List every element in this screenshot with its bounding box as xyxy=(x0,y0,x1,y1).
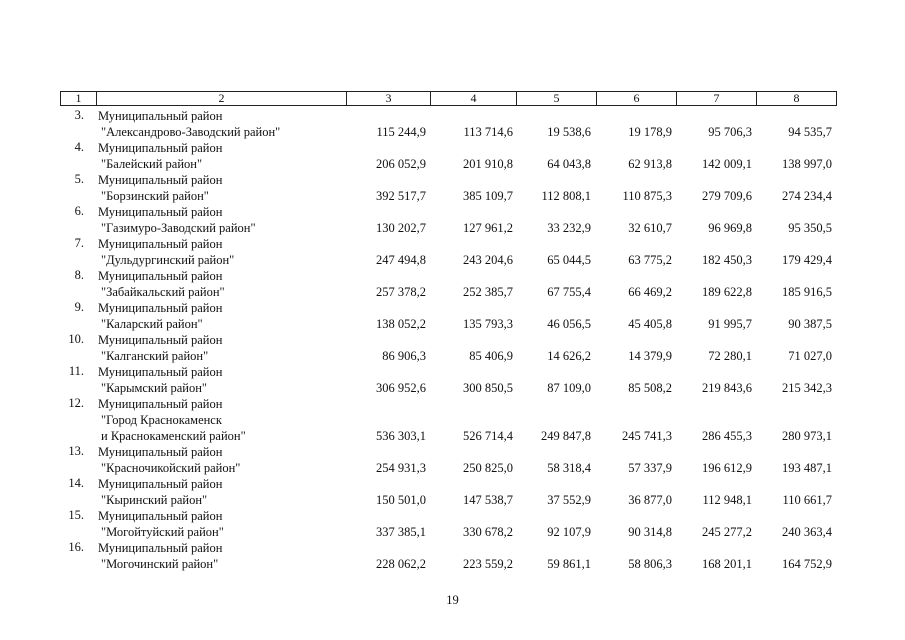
district-name-line: Муниципальный район xyxy=(98,269,223,283)
row-number: 10. xyxy=(68,332,84,346)
value-cell-col-3: 254 931,3 xyxy=(376,461,426,475)
table-row xyxy=(0,540,905,572)
value-cell-col-7: 96 969,8 xyxy=(708,221,752,235)
district-name xyxy=(98,300,222,332)
table-row xyxy=(0,300,905,332)
value-cell-col-3: 86 906,3 xyxy=(382,349,426,363)
value-cell-col-7: 196 612,9 xyxy=(702,461,752,475)
value-cell-col-6: 19 178,9 xyxy=(628,125,672,139)
value-cell-col-6: 66 469,2 xyxy=(628,285,672,299)
district-name xyxy=(98,140,222,172)
value-cell-col-3: 306 952,6 xyxy=(376,381,426,395)
district-name-line: Муниципальный район xyxy=(98,509,223,523)
table-row xyxy=(0,268,905,300)
value-cell-col-8: 164 752,9 xyxy=(782,557,832,571)
value-cell-col-8: 90 387,5 xyxy=(788,317,832,331)
value-cell-col-5: 58 318,4 xyxy=(547,461,591,475)
table-row xyxy=(0,332,905,364)
district-name xyxy=(98,444,240,476)
table-row xyxy=(0,476,905,508)
header-cell-7: 7 xyxy=(677,92,757,105)
district-name xyxy=(98,396,246,444)
value-cell-col-4: 243 204,6 xyxy=(463,253,513,267)
value-cell-col-8: 138 997,0 xyxy=(782,157,832,171)
value-cell-col-6: 57 337,9 xyxy=(628,461,672,475)
header-cell-6: 6 xyxy=(597,92,677,105)
value-cell-col-4: 385 109,7 xyxy=(463,189,513,203)
value-cell-col-8: 280 973,1 xyxy=(782,429,832,443)
value-cell-col-4: 135 793,3 xyxy=(463,317,513,331)
value-cell-col-4: 223 559,2 xyxy=(463,557,513,571)
value-cell-col-5: 87 109,0 xyxy=(547,381,591,395)
value-cell-col-8: 71 027,0 xyxy=(788,349,832,363)
district-name xyxy=(98,540,222,572)
table-row xyxy=(0,204,905,236)
value-cell-col-7: 286 455,3 xyxy=(702,429,752,443)
value-cell-col-8: 95 350,5 xyxy=(788,221,832,235)
value-cell-col-6: 90 314,8 xyxy=(628,525,672,539)
value-cell-col-8: 110 661,7 xyxy=(782,493,832,507)
value-cell-col-6: 45 405,8 xyxy=(628,317,672,331)
value-cell-col-6: 36 877,0 xyxy=(628,493,672,507)
value-cell-col-7: 189 622,8 xyxy=(702,285,752,299)
district-name xyxy=(98,108,280,140)
value-cell-col-4: 250 825,0 xyxy=(463,461,513,475)
value-cell-col-7: 279 709,6 xyxy=(702,189,752,203)
value-cell-col-8: 179 429,4 xyxy=(782,253,832,267)
table-row xyxy=(0,236,905,268)
row-number: 5. xyxy=(74,172,84,186)
district-name xyxy=(98,332,222,364)
row-number: 14. xyxy=(68,476,84,490)
value-cell-col-6: 62 913,8 xyxy=(628,157,672,171)
value-cell-col-4: 201 910,8 xyxy=(463,157,513,171)
district-name-line: и Краснокаменский район" xyxy=(101,429,246,443)
table-row xyxy=(0,364,905,396)
district-name-line: Муниципальный район xyxy=(98,445,223,459)
district-name-line: "Красночикойский район" xyxy=(101,461,241,475)
value-cell-col-5: 249 847,8 xyxy=(541,429,591,443)
value-cell-col-5: 67 755,4 xyxy=(547,285,591,299)
district-name-line: "Могочинский район" xyxy=(101,557,219,571)
value-cell-col-4: 147 538,7 xyxy=(463,493,513,507)
district-name xyxy=(98,476,222,508)
value-cell-col-7: 168 201,1 xyxy=(702,557,752,571)
value-cell-col-7: 72 280,1 xyxy=(708,349,752,363)
district-name-line: Муниципальный район xyxy=(98,237,223,251)
district-name-line: "Город Краснокаменск xyxy=(101,413,222,427)
value-cell-col-5: 92 107,9 xyxy=(547,525,591,539)
district-name-line: Муниципальный район xyxy=(98,301,223,315)
page-number: 19 xyxy=(446,593,459,607)
value-cell-col-4: 127 961,2 xyxy=(463,221,513,235)
district-name-line: "Балейский район" xyxy=(101,157,203,171)
table-row xyxy=(0,140,905,172)
header-cell-1: 1 xyxy=(61,92,97,105)
table-row xyxy=(0,108,905,140)
value-cell-col-7: 219 843,6 xyxy=(702,381,752,395)
value-cell-col-7: 95 706,3 xyxy=(708,125,752,139)
district-name-line: "Каларский район" xyxy=(101,317,203,331)
value-cell-col-4: 85 406,9 xyxy=(469,349,513,363)
row-number: 15. xyxy=(68,508,84,522)
district-name xyxy=(98,508,224,540)
value-cell-col-6: 58 806,3 xyxy=(628,557,672,571)
value-cell-col-7: 245 277,2 xyxy=(702,525,752,539)
header-cell-4: 4 xyxy=(431,92,517,105)
value-cell-col-3: 115 244,9 xyxy=(376,125,426,139)
district-name xyxy=(98,204,256,236)
row-number: 13. xyxy=(68,444,84,458)
value-cell-col-4: 113 714,6 xyxy=(463,125,513,139)
value-cell-col-4: 300 850,5 xyxy=(463,381,513,395)
value-cell-col-8: 274 234,4 xyxy=(782,189,832,203)
district-name-line: "Газимуро-Заводский район" xyxy=(101,221,256,235)
district-name xyxy=(98,364,222,396)
district-name-line: Муниципальный район xyxy=(98,205,223,219)
row-number: 4. xyxy=(74,140,84,154)
row-number: 9. xyxy=(74,300,84,314)
value-cell-col-6: 245 741,3 xyxy=(622,429,672,443)
row-number: 8. xyxy=(74,268,84,282)
value-cell-col-5: 19 538,6 xyxy=(547,125,591,139)
row-number: 3. xyxy=(74,108,84,122)
value-cell-col-6: 85 508,2 xyxy=(628,381,672,395)
district-name-line: Муниципальный район xyxy=(98,141,223,155)
district-name-line: "Забайкальский район" xyxy=(101,285,225,299)
value-cell-col-5: 59 861,1 xyxy=(547,557,591,571)
district-name xyxy=(98,236,234,268)
value-cell-col-4: 330 678,2 xyxy=(463,525,513,539)
district-name-line: Муниципальный район xyxy=(98,541,223,555)
value-cell-col-7: 182 450,3 xyxy=(702,253,752,267)
value-cell-col-5: 112 808,1 xyxy=(541,189,591,203)
district-name-line: Муниципальный район xyxy=(98,173,223,187)
district-name-line: "Могойтуйский район" xyxy=(101,525,224,539)
district-name xyxy=(98,172,222,204)
table-row xyxy=(0,396,905,444)
district-name-line: "Борзинский район" xyxy=(101,189,209,203)
row-number: 16. xyxy=(68,540,84,554)
header-cell-5: 5 xyxy=(517,92,597,105)
district-name-line: Муниципальный район xyxy=(98,477,223,491)
value-cell-col-3: 228 062,2 xyxy=(376,557,426,571)
value-cell-col-3: 392 517,7 xyxy=(376,189,426,203)
value-cell-col-8: 240 363,4 xyxy=(782,525,832,539)
value-cell-col-3: 536 303,1 xyxy=(376,429,426,443)
value-cell-col-5: 14 626,2 xyxy=(547,349,591,363)
value-cell-col-6: 32 610,7 xyxy=(628,221,672,235)
value-cell-col-6: 63 775,2 xyxy=(628,253,672,267)
value-cell-col-7: 112 948,1 xyxy=(702,493,752,507)
value-cell-col-7: 91 995,7 xyxy=(708,317,752,331)
value-cell-col-5: 33 232,9 xyxy=(547,221,591,235)
table-row xyxy=(0,508,905,540)
value-cell-col-5: 64 043,8 xyxy=(547,157,591,171)
district-name xyxy=(98,268,225,300)
district-name-line: Муниципальный район xyxy=(98,109,223,123)
district-name-line: "Александрово-Заводский район" xyxy=(101,125,281,139)
row-number: 11. xyxy=(68,364,84,378)
value-cell-col-6: 14 379,9 xyxy=(628,349,672,363)
table-header xyxy=(60,91,837,106)
district-name-line: "Дульдургинский район" xyxy=(101,253,235,267)
header-cell-8: 8 xyxy=(793,91,800,105)
value-cell-col-6: 110 875,3 xyxy=(622,189,672,203)
value-cell-col-8: 193 487,1 xyxy=(782,461,832,475)
value-cell-col-5: 37 552,9 xyxy=(547,493,591,507)
value-cell-col-5: 65 044,5 xyxy=(547,253,591,267)
district-name-line: "Карымский район" xyxy=(101,381,208,395)
value-cell-col-8: 185 916,5 xyxy=(782,285,832,299)
table-row xyxy=(0,444,905,476)
value-cell-col-3: 150 501,0 xyxy=(376,493,426,507)
header-cell-2: 2 xyxy=(97,92,347,105)
value-cell-col-3: 138 052,2 xyxy=(376,317,426,331)
value-cell-col-8: 215 342,3 xyxy=(782,381,832,395)
row-number: 12. xyxy=(68,396,84,410)
value-cell-col-4: 526 714,4 xyxy=(463,429,513,443)
district-name-line: "Калганский район" xyxy=(101,349,209,363)
value-cell-col-3: 130 202,7 xyxy=(376,221,426,235)
district-name-line: "Кыринский район" xyxy=(101,493,208,507)
value-cell-col-3: 337 385,1 xyxy=(376,525,426,539)
district-name-line: Муниципальный район xyxy=(98,365,223,379)
header-cell-3: 3 xyxy=(347,92,431,105)
table-row xyxy=(0,172,905,204)
value-cell-col-7: 142 009,1 xyxy=(702,157,752,171)
row-number: 7. xyxy=(74,236,84,250)
value-cell-col-3: 257 378,2 xyxy=(376,285,426,299)
district-name-line: Муниципальный район xyxy=(98,397,223,411)
value-cell-col-4: 252 385,7 xyxy=(463,285,513,299)
value-cell-col-3: 206 052,9 xyxy=(376,157,426,171)
row-number: 6. xyxy=(74,204,84,218)
district-name-line: Муниципальный район xyxy=(98,333,223,347)
value-cell-col-8: 94 535,7 xyxy=(788,125,832,139)
value-cell-col-3: 247 494,8 xyxy=(376,253,426,267)
value-cell-col-5: 46 056,5 xyxy=(547,317,591,331)
